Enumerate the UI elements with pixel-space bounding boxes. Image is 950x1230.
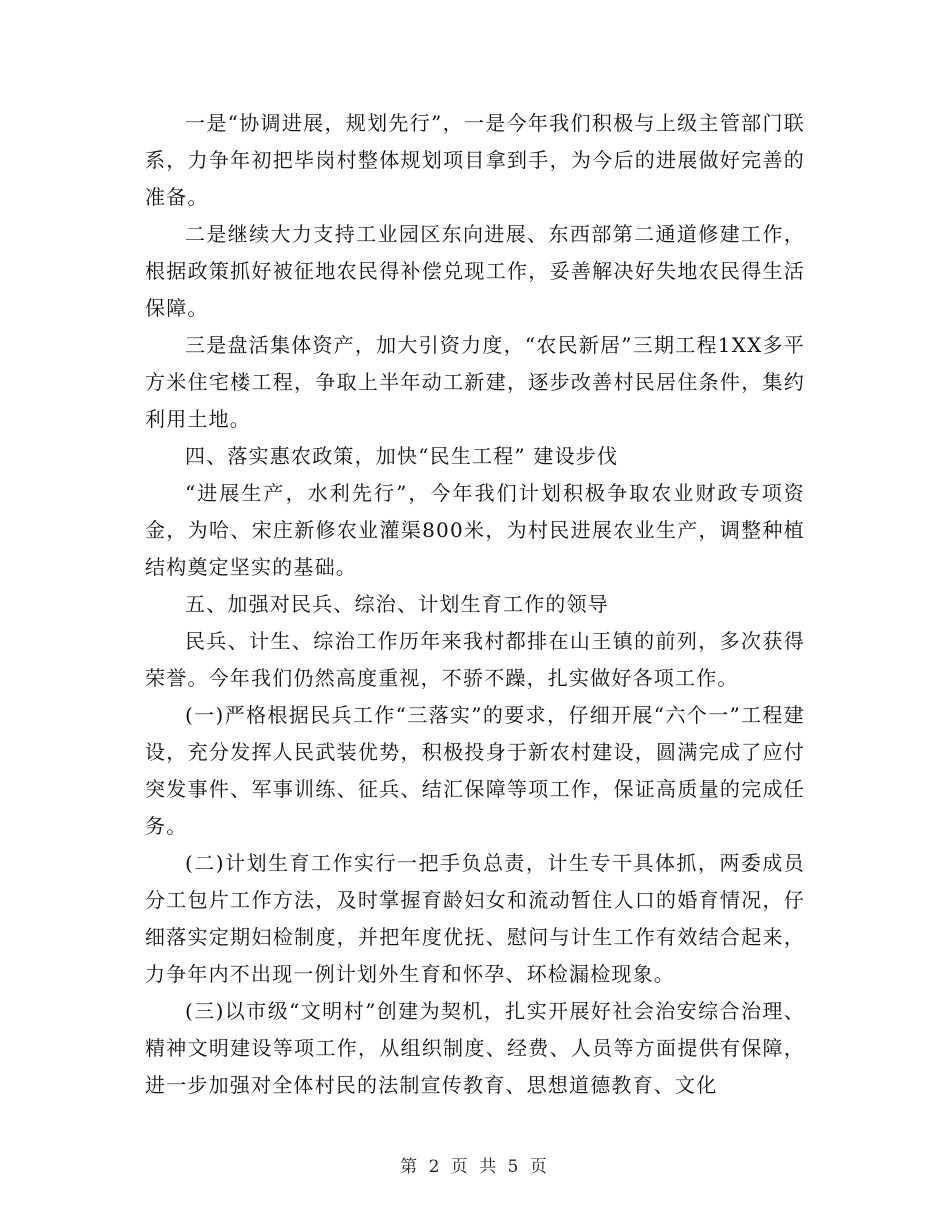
- paragraph-civilized-village-item-3: (三)以市级“文明村”创建为契机，扎实开展好社会治安综合治理、精神文明建设等项工作，从组织制度、经费、人员等方面提供有保障，进一步加强对全体村民的法制宣传教育、思想道德教育、文化: [145, 999, 805, 1097]
- section-heading-militia: 五、加强对民兵、综治、计划生育工作的领导: [185, 592, 609, 616]
- paragraph-family-planning-item-2: (二)计划生育工作实行一把手负总责，计生专干具体抓，两委成员分工包片工作方法，及时掌握育龄妇女和流动暂住人口的婚育情况，仔细落实定期妇检制度，并把年度优抚、慰问与计生工作有效结合起来，力争年内不出现一例计划外生育和怀孕、环检漏检现象。: [145, 851, 805, 986]
- paragraph-water-conservancy: “进展生产，水利先行”，今年我们计划积极争取农业财政专项资金，为哈、宋庄新修农业灌渠800米，为村民进展农业生产，调整种植结构奠定坚实的基础。: [145, 481, 805, 579]
- document-body: [145, 105, 805, 1104]
- paragraph-collective-assets: 三是盘活集体资产，加大引资力度，“农民新居”三期工程1XX多平方米住宅楼工程，争取上半年动工新建，逐步改善村民居住条件，集约利用土地。: [145, 333, 805, 431]
- section-heading-livelihood: 四、落实惠农政策，加快“民生工程” 建设步伐: [185, 444, 619, 468]
- page-number-footer: 第 2 页 共 5 页: [400, 1157, 550, 1177]
- paragraph-plan-first: 一是“协调进展，规划先行”，一是今年我们积极与上级主管部门联系，力争年初把毕岗村整体规划项目拿到手，为今后的进展做好完善的准备。: [145, 111, 805, 209]
- paragraph-industrial-park: 二是继续大力支持工业园区东向进展、东西部第二通道修建工作，根据政策抓好被征地农民得补偿兑现工作，妥善解决好失地农民得生活保障。: [145, 222, 805, 320]
- paragraph-militia-item-1: (一)严格根据民兵工作“三落实”的要求，仔细开展“六个一”工程建设，充分发挥人民武装优势，积极投身于新农村建设，圆满完成了应付突发事件、军事训练、征兵、结汇保障等项工作，保证高质量的完成任务。: [145, 703, 805, 838]
- paragraph-militia-overview: 民兵、计生、综治工作历年来我村都排在山王镇的前列，多次获得荣誉。今年我们仍然高度重视，不骄不躁，扎实做好各项工作。: [145, 629, 805, 690]
